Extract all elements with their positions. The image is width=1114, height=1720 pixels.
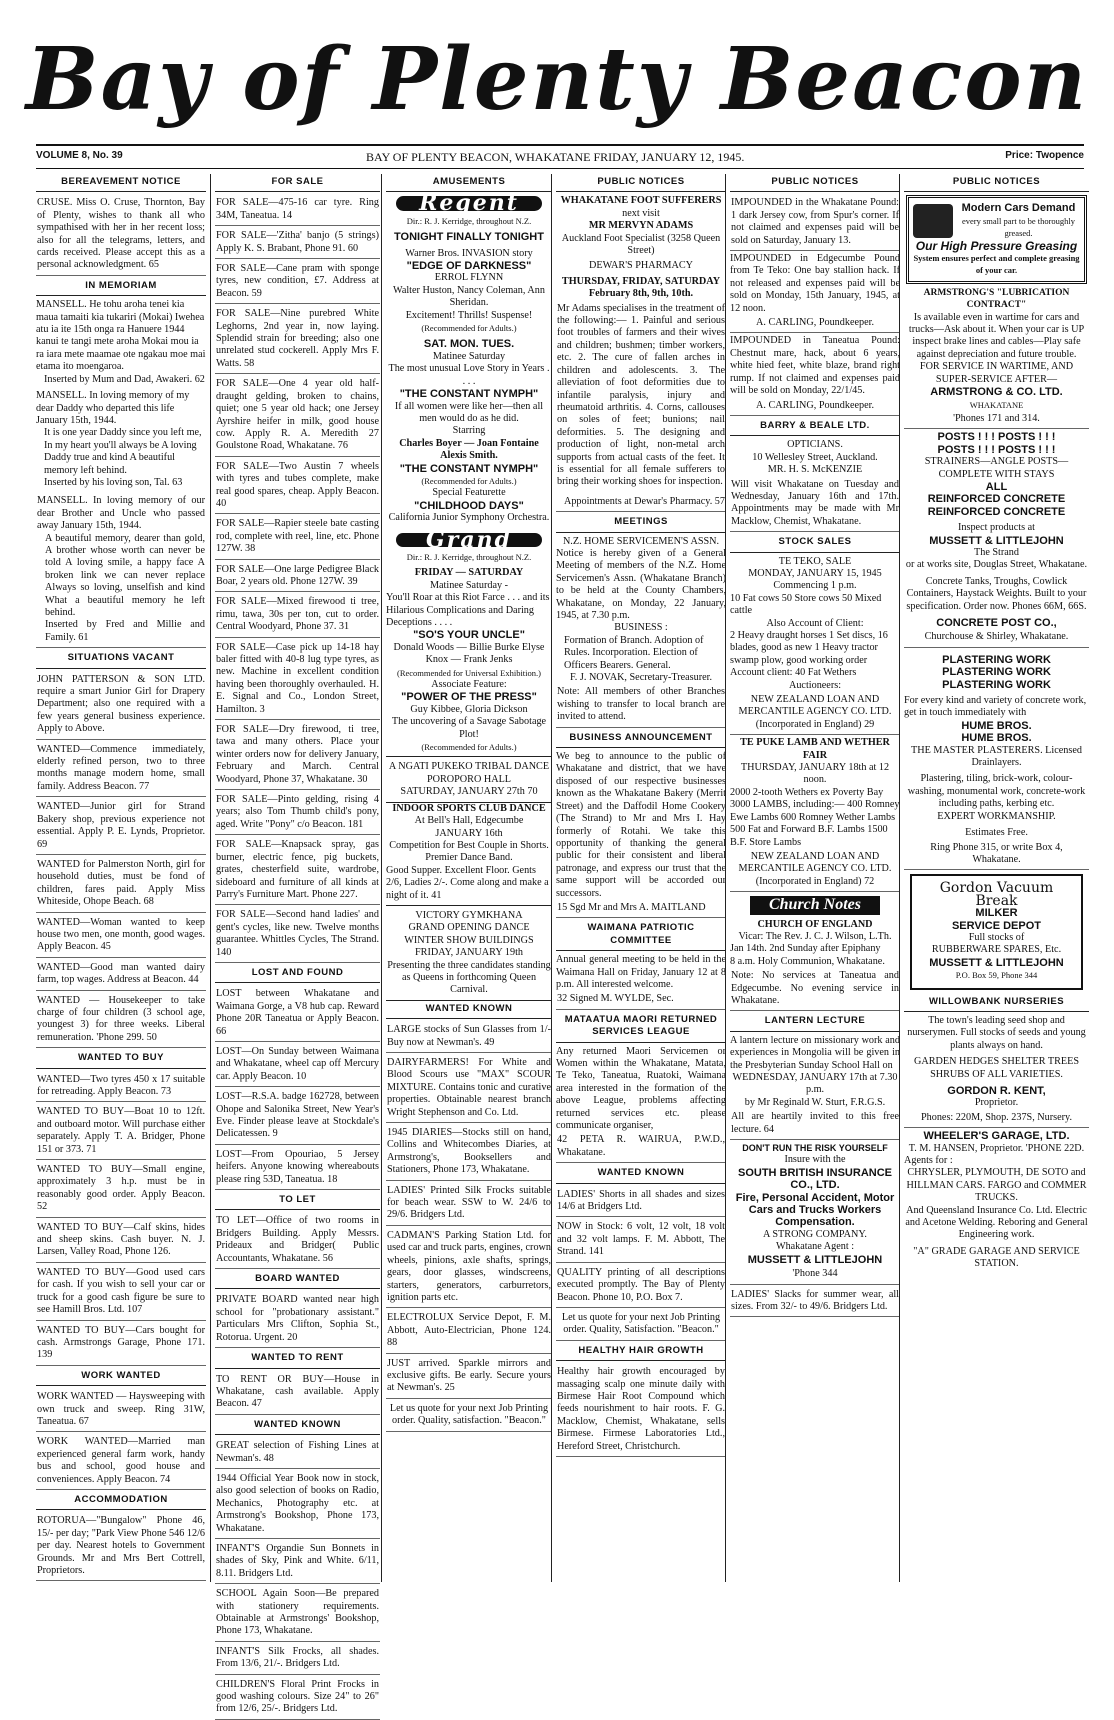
- classified-ad: FOR SALE—Rapier steele bate casting rod, complete with reel, line, etc. Phone 127W. 38: [215, 516, 380, 559]
- classified-ad: WORK WANTED — Haysweeping with own truck and sweep. Ring 31W, Taneatua. 67: [36, 1389, 206, 1432]
- ad-text: GARDEN HEDGES SHELTER TREES SHRUBS OF ALL VARIETIES.: [914, 1056, 1079, 1080]
- notice-signature: F. J. NOVAK, Secretary-Treasurer.: [569, 672, 713, 684]
- classified-ad: JUST arrived. Sparkle mirrors and exclusive gifts. Be early. Secure yours at Newman's. 25: [386, 1356, 552, 1399]
- section-heading: WANTED TO BUY: [36, 1050, 206, 1068]
- sale-title: TE TEKO, SALE: [778, 555, 852, 567]
- film-rating: (Recommended for Adults.): [421, 475, 517, 486]
- notice-text: MR. H. S. McKENZIE: [767, 464, 863, 476]
- memoriam-signature: Inserted by Mum and Dad, Awakeri. 62: [44, 373, 205, 385]
- film-title: "THE CONSTANT NYMPH": [399, 462, 539, 475]
- classified-ad: WANTED—Commence immediately, elderly refined person, two to three months manage modern home, small family. Address Beacon. 77: [36, 742, 206, 798]
- event-title: A NGATI PUKEKO TRIBAL DANCE: [388, 761, 550, 773]
- volume-number: VOLUME 8, No. 39: [36, 150, 123, 161]
- sale-list: 2000 2-tooth Wethers ex Poverty Bay 3000 LAMBS, including:— 400 Romney Ewe Lambs 600 Romney Wether Lambs 500 Fat and Forward B.F. Lambs 1500 B.F. Store Lambs: [730, 786, 900, 848]
- section-heading: BUSINESS ANNOUNCEMENT: [556, 730, 726, 748]
- publication-date: BAY OF PLENTY BEACON, WHAKATANE FRIDAY, JANUARY 12, 1945.: [366, 150, 745, 164]
- ad-text: T. M. HANSEN, Proprietor. 'PHONE 22D.: [908, 1142, 1085, 1154]
- ad-text: Full stocks of: [968, 931, 1025, 943]
- ad-heading: ALL: [985, 480, 1008, 493]
- event-text: Presenting the three candidates standing as Queens in forthcoming Queen Carnival.: [386, 960, 552, 1001]
- notice-signature: 32 Signed M. WYLDE, Sec.: [556, 991, 726, 1009]
- ad-text: Churchouse & Shirley, Whakatane.: [904, 629, 1089, 647]
- section-heading: WAIMANA PATRIOTIC COMMITTEE: [556, 920, 726, 951]
- memoriam-signature: Inserted by his loving son, Tal. 63: [44, 476, 183, 488]
- ad-heading: MILKER: [975, 907, 1018, 920]
- ad-phone: 'Phones 171 and 314.: [904, 411, 1089, 429]
- pound-notice: IMPOUNDED in Taneatua Pound: Chestnut mare, hack, about 6 years, white hied feet, white blaze, brand right rump. If not claimed and expenses paid will be sold on Monday, 22/1/45.: [730, 335, 900, 397]
- ad-company: ARMSTRONG & CO. LTD.: [930, 386, 1063, 399]
- section-heading: WANTED KNOWN: [386, 1001, 552, 1019]
- classified-ad: WANTED—Good man wanted dairy farm, top wages. Address at Beacon. 44: [36, 960, 206, 991]
- ad-heading: Break: [975, 892, 1018, 909]
- church-notes-banner: Church Notes: [750, 896, 880, 914]
- memoriam-text: MANSELL. In loving memory of my dear Daddy who departed this life January 15th, 1944.: [36, 390, 190, 426]
- masthead: [0, 20, 1114, 140]
- memoriam-poem: A beautiful memory, dearer than gold, A brother whose worth can never be told A loving smile, a happy face A broken link we can never replace Always so loving, unselfish and kind What a beautiful memory he left behind.: [45, 532, 205, 618]
- film-rating: (Recommended for Adults.): [421, 323, 517, 334]
- notice-text: Formation of Branch. Adoption of Rules. Incorporation. Election of Officers Bearers. General.: [564, 634, 704, 671]
- ad-text: FOR SERVICE IN WARTIME, AND SUPER-SERVICE AFTER—: [919, 361, 1074, 385]
- notice-date: THURSDAY, FRIDAY, SATURDAY February 8th, 9th, 10th.: [561, 275, 721, 300]
- classified-ad: FOR SALE—Knapsack spray, gas burner, electric fence, pig buckets, grates, chesterfield suite, wardrobe, sideboard and furniture of all kinds at Parry's Furniture Mart. Phone 227.: [215, 837, 380, 905]
- church-service: 8 a.m. Holy Communion, Whakatane.: [730, 955, 885, 967]
- notice-signature: A. CARLING, Poundkeeper.: [730, 315, 900, 333]
- notice-text: We beg to announce to the public of Whakatane and district, that we have disposed of our respective businesses known as the Whakatane Bakery (Merrit Street) and the Daffodil Home Cookery (The Strand) to Mr and Mrs I. Hay formerly of Rotahi. We take this opportunity of thanking the general public for their consistent and liberal patronage, and express our trust that the same support will be accorded our successors.: [556, 751, 726, 899]
- film-rating: (Recommended for Universal Exhibition.): [397, 667, 541, 678]
- memoriam-text: MANSELL. He tohu aroha tenei kia maua tamaiti kia tukariri (Mokai) Iwehea atu ia ite 15th onga ra Hanuere 1944 kanui te tangi mete aroha Mokai mou ia ra iara mete maamae ote ngakau moe mai etama ito moengaroa.: [36, 299, 206, 373]
- classified-ad: QUALITY printing of all descriptions executed promptly. The Bay of Plenty Beacon. Phone 10, P.O. Box 7.: [556, 1265, 726, 1308]
- ad-heading: Modern Cars Demand: [961, 202, 1076, 215]
- ad-phone: Ring Phone 315, or write Box 4, Whakatane.: [904, 840, 1089, 871]
- film-tagline: The uncovering of a Savage Sabotage Plot!: [391, 716, 547, 740]
- classified-ad: WANTED TO BUY—Boat 10 to 12ft. and outboard motor. Will purchase either separately. Apply T. A. Bridger, Phone 151 or 373. 71: [36, 1104, 206, 1160]
- section-heading: WANTED TO RENT: [215, 1350, 380, 1368]
- ad-heading: PLASTERING WORK: [942, 678, 1051, 691]
- program-text: Starring: [452, 425, 486, 437]
- film-title: "POWER OF THE PRESS": [401, 691, 537, 704]
- notice-text: DEWAR'S PHARMACY: [588, 260, 693, 272]
- program-heading: TONIGHT FINALLY TONIGHT: [394, 231, 544, 244]
- ad-text: A STRONG COMPANY.: [763, 1228, 867, 1240]
- classified-ad: FOR SALE—Second hand ladies' and gent's cycles, like new. Twelve months guarantee. Whittles Cycles, The Strand. 140: [215, 907, 380, 963]
- notice-text: Any returned Maori Servicemen or Women within the Whakatane, Matata, Te Teko, Taneatua, Ruatoki, Waimana area interested in the formation of the above League, problems affecting returned services etc. please communicate organiser,: [556, 1045, 726, 1132]
- notice-text: Note: All members of other Branches wishing to transfer to local branch are invited to attend.: [556, 684, 726, 727]
- film-tagline: Excitement! Thrills! Suspense!: [405, 309, 533, 321]
- sale-text: Also Account of Client:: [766, 617, 864, 629]
- masthead-rule: [36, 144, 1084, 146]
- classified-ad: FOR SALE—One large Pedigree Black Boar, 2 years old. Phone 127W. 39: [215, 562, 380, 593]
- classified-ad: FOR SALE—Two Austin 7 wheels with tyres and tubes complete, make real good spares, cheap. Apply Beacon. 40: [215, 459, 380, 515]
- film-star: ERROL FLYNN: [434, 272, 504, 284]
- section-heading: WORK WANTED: [36, 1368, 206, 1386]
- section-heading: IN MEMORIAM: [36, 278, 206, 296]
- classified-ad: TO LET—Office of two rooms in Bridgers Building. Apply Messrs. Prideaux and Bridger( Public Accountants, Whakatane. 56: [215, 1213, 380, 1269]
- section-heading: TO LET: [215, 1192, 380, 1210]
- gordon-vacuum-ad: [910, 874, 1083, 989]
- sale-list: 2 Heavy draught horses 1 Set discs, 16 blades, good as new 1 Heavy tractor swamp plow, good working order: [730, 630, 888, 666]
- ad-text: EXPERT WORKMANSHIP.: [937, 810, 1056, 822]
- classified-ad: INFANT'S Silk Frocks, all shades. From 13/6, 21/-. Bridgers Ltd.: [215, 1644, 380, 1675]
- sale-text: Account client: 40 Fat Wethers: [730, 667, 857, 679]
- column-6: [899, 174, 1089, 1582]
- ad-text: Whakatane Agent :: [775, 1241, 855, 1253]
- film-cast: Donald Woods — Billie Burke Elyse Knox — Frank Jenks: [393, 641, 545, 666]
- ad-text: Fire, Personal Accident, Motor Cars and Trucks Workers Compensation.: [735, 1191, 895, 1229]
- classified-ad: WANTED—Woman wanted to keep house two men, one month, good wages. Apply Beacon. 45: [36, 915, 206, 958]
- column-3: [381, 174, 552, 1582]
- ad-company: MUSSETT & LITTLEJOHN: [929, 956, 1064, 969]
- notice-text: Notice is hereby given of a General Meeting of members of the N.Z. Home Servicemen's Assn. (Whakatane Branch) to be held at the County Chambers, Whakatane, on Monday, 22 January, 1945, at 7.30 p.m.: [556, 547, 726, 621]
- classified-ad: CADMAN'S Parking Station Ltd. for used car and truck parts, engines, crown wheels, pinions, axle shafts, springs, gears, door glasses, windscreens, starters, generators, carburretors, ignition parts etc.: [386, 1228, 552, 1308]
- section-heading: BOARD WANTED: [215, 1271, 380, 1289]
- section-heading: LOST AND FOUND: [215, 965, 380, 983]
- event-text: Premier Dance Band.: [425, 852, 513, 864]
- notice-title: WHAKATANE FOOT SUFFERERS: [560, 195, 722, 207]
- notice-title: N.Z. HOME SERVICEMEN'S ASSN.: [562, 535, 720, 547]
- ad-text: THE MASTER PLASTERERS. Licensed Drainlayers.: [911, 744, 1082, 769]
- greasing-ad-heading: [957, 202, 1080, 239]
- ad-text: Proprietor.: [974, 1097, 1019, 1109]
- ad-company: CONCRETE POST CO.,: [936, 617, 1057, 629]
- church-service: Jan 14th. 2nd Sunday after Epiphany: [730, 943, 881, 955]
- ad-heading: DON'T RUN THE RISK YOURSELF: [742, 1143, 888, 1154]
- dateline-rule: [36, 168, 1084, 169]
- section-heading: FOR SALE: [215, 174, 380, 192]
- event-venue: WINTER SHOW BUILDINGS: [404, 934, 534, 946]
- notice-text: A lantern lecture on missionary work and experiences in Mongolia will be given in the Presbyterian Sunday School Hall on: [730, 1034, 900, 1071]
- classified-ad: FOR SALE—Nine purebred White Leghorns, 2nd year in, now laying. Splendid strain for breeding; also one unrelated stud cockerell. Apply Mrs F. Watts. 58: [215, 306, 380, 374]
- church-name: CHURCH OF ENGLAND: [757, 918, 873, 930]
- classified-ad: WORK WANTED—Married man experienced general farm work, handy bus and school, good house and conveniences. Apply Beacon. 74: [36, 1434, 206, 1490]
- section-heading: BEREAVEMENT NOTICE: [36, 174, 206, 192]
- classified-ad: LADIES' Shorts in all shades and sizes 14/6 at Bridgers Ltd.: [556, 1187, 726, 1218]
- classified-ad: WANTED—Junior girl for Strand Bakery shop, previous experience not essential. Apply P. E. Lynds, Proprietor. 69: [36, 799, 206, 855]
- film-title: "EDGE OF DARKNESS": [406, 260, 532, 273]
- classified-ad: ELECTROLUX Service Depot, F. M. Abbott, Auto-Electrician, Phone 124. 88: [386, 1310, 552, 1353]
- section-heading: WANTED KNOWN: [556, 1165, 726, 1183]
- pound-notice: IMPOUNDED in Edgecumbe Pound from Te Teko: One bay stallion hack. If not released and expenses paid will be sold on Monday, 15th January, 1945, at 12 noon.: [730, 253, 900, 314]
- notice-text: by Mr Reginald W. Sturt, F.R.G.S.: [744, 1096, 886, 1108]
- classified-ad: CHILDREN'S Floral Print Frocks in good washing colours. Size 24" to 26" from 12/6, 25/-. Bridgers Ltd.: [215, 1677, 380, 1720]
- section-heading: PUBLIC NOTICES: [904, 174, 1089, 192]
- classified-ad: INFANT'S Organdie Sun Bonnets in shades of Sky, Pink and White. 6/11, 8.11. Bridgers Ltd.: [215, 1541, 380, 1584]
- program-text: California Junior Symphony Orchestra.: [388, 512, 550, 524]
- ad-text: The Strand: [974, 546, 1019, 558]
- classified-ad: DAIRYFARMERS! For White and Blood Scours use "MAX" SCOUR MIXTURE. Contains tonic and curative properties. Obtainable nearest branch Wright Stephenson and Co. Ltd.: [386, 1055, 552, 1123]
- memoriam-signature: Inserted by Fred and Millie and Family. 61: [45, 619, 205, 643]
- ad-text: For every kind and variety of concrete work, get in touch immediately with: [904, 695, 1087, 719]
- film-rating: (Recommended for Adults.): [386, 741, 552, 757]
- section-heading: WILLOWBANK NURSERIES: [904, 994, 1089, 1012]
- greasing-ad-top: [913, 202, 1080, 239]
- regent-theatre-banner: Regent: [396, 196, 542, 210]
- theatre-director: Dir.: R. J. Kerridge, throughout N.Z.: [406, 215, 532, 226]
- film-title: "THE CONSTANT NYMPH": [399, 388, 539, 401]
- notice-text: 10 Wellesley Street, Auckland.: [752, 451, 878, 463]
- auctioneer-name: NEW ZEALAND LOAN AND MERCANTILE AGENCY CO. LTD. (Incorporated in England) 72: [730, 849, 900, 892]
- classified-ad: LARGE stocks of Sun Glasses from 1/- Buy now at Newman's. 49: [386, 1022, 552, 1053]
- memoriam-poem: It is one year Daddy since you left me, In my heart you'll always be A loving Daddy true and kind A beautiful memory left behind.: [44, 427, 202, 476]
- pound-notice: IMPOUNDED in the Whakatane Pound: 1 dark Jersey cow, from Spur's corner. If not claimed and expenses paid will be sold on Saturday, January 13.: [730, 195, 900, 251]
- ad-text: Concrete Tanks, Troughs, Cowlick Containers, Haystack Weights. Built to your specification. Order now. Phones 66M, 66S.: [906, 575, 1087, 612]
- classified-ad: WANTED TO BUY—Good used cars for cash. If you wish to sell your car or truck for a good cash figure be sure to see Hamill Bros. Ltd. 107: [36, 1265, 206, 1321]
- classified-ad: FOR SALE—475-16 car tyre. Ring 34M, Taneatua. 14: [215, 195, 380, 226]
- classified-ad: PRIVATE BOARD wanted near high school for "probationary assistant." Particulars Mrs Clifton, Sophia St., Rotorua. Urgent. 20: [215, 1292, 380, 1348]
- classified-ad: FOR SALE—'Zitha' banjo (5 strings) Apply K. S. Brabant, Phone 91. 60: [215, 228, 380, 259]
- classified-ad: GREAT selection of Fishing Lines at Newman's. 48: [215, 1438, 380, 1469]
- ad-company: HUME BROS.: [961, 719, 1032, 732]
- ad-company: MUSSETT & LITTLEJOHN: [929, 534, 1064, 547]
- notice-text: Appointments at Dewar's Pharmacy. 57: [556, 494, 726, 512]
- ad-heading: ARMSTRONG'S "LUBRICATION CONTRACT": [923, 287, 1070, 311]
- classified-ad: LADIES' Slacks for summer wear, all sizes. From 32/- to 49/6. Bridgers Ltd.: [730, 1287, 900, 1318]
- program-text: Special Featurette: [432, 487, 506, 499]
- event-date: FRIDAY, JANUARY 19th: [414, 947, 524, 959]
- classified-ad: Let us quote for your next Job Printing order. Quality, satisfaction. "Beacon.": [386, 1401, 552, 1432]
- ad-text: Insure with the: [784, 1154, 846, 1166]
- classified-ad: FOR SALE—Mixed firewood ti tree, rimu, tawa, 30s per ton, cut to order. Central Woodyard, Phone 37. 31: [215, 594, 380, 637]
- notice-text: BUSINESS :: [614, 622, 668, 634]
- classified-ad: FOR SALE—One 4 year old half-draught gelding, broken to chains, quiet; one 5 year old hack; one Jersey Ayrshire heifer in milk, good house cow. Apply R. A. Meredith 27 Goulstone Road, Whakatane. 76: [215, 376, 380, 456]
- event-venue: POROPORO HALL: [426, 773, 512, 785]
- classified-ad: 1945 DIARIES—Stocks still on hand, Collins and Whitecombes Diaries, at Armstrong's, Booksellers and Stationers, Phone 173, Whakatane.: [386, 1125, 552, 1181]
- memoriam-notice: [36, 390, 206, 489]
- program-text: Matinee Saturday -: [429, 579, 509, 591]
- program-text: The most unusual Love Story in Years . . . .: [388, 363, 550, 387]
- section-heading: MEETINGS: [556, 514, 726, 532]
- notice-date: WEDNESDAY, JANUARY 17th at 7.30 p.m.: [732, 1072, 898, 1096]
- ad-heading: PLASTERING WORK: [942, 666, 1051, 679]
- section-heading: BARRY & BEALE LTD.: [730, 418, 900, 436]
- section-heading: LANTERN LECTURE: [730, 1013, 900, 1031]
- auctioneer-name: NEW ZEALAND LOAN AND MERCANTILE AGENCY CO. LTD. (Incorporated in England) 29: [730, 692, 900, 735]
- film-title: "CHILDHOOD DAYS": [414, 499, 524, 512]
- event-title: INDOOR SPORTS CLUB DANCE: [392, 802, 546, 814]
- church-service: Note: No services at Taneatua and Edgecumbe. No evening service in Whakatane.: [730, 968, 900, 1011]
- ad-text: every small part to be thoroughly greased.: [961, 215, 1076, 239]
- film-tagline: If all women were like her—then all men would do as he did.: [394, 400, 544, 424]
- car-icon: [913, 204, 953, 238]
- greasing-ad: [906, 195, 1087, 283]
- ad-heading: POSTS ! ! ! POSTS ! ! !: [937, 443, 1056, 456]
- notice-text: All are heartily invited to this free lecture. 64: [730, 1109, 900, 1140]
- price: Price: Twopence: [1005, 150, 1084, 161]
- ad-heading: SERVICE DEPOT: [951, 919, 1042, 932]
- memoriam-notice: [36, 299, 206, 386]
- classified-ad: TO RENT OR BUY—House in Whakatane, cash available. Apply Beacon. 47: [215, 1372, 380, 1415]
- program-heading: SAT. MON. TUES.: [423, 338, 515, 351]
- ad-company: HUME BROS.: [961, 732, 1032, 745]
- ad-text: STRAINERS—ANGLE POSTS— COMPLETE WITH STAYS: [924, 456, 1069, 480]
- notice-signature: 15 Sgd Mr and Mrs A. MAITLAND: [556, 900, 726, 918]
- section-heading: AMUSEMENTS: [386, 174, 552, 192]
- classified-ad: Healthy hair growth encouraged by massaging scalp one minute daily with Birmese Hair Root Compound which feeds nourishment to hair roots. F. G. Macklow, Chemist, Whakatane, sells Birmese. Firmese Laboratories Ltd., Hereford Street, Christchurch.: [556, 1364, 726, 1457]
- classified-ad: FOR SALE—Dry firewood, ti tree, tawa and many others. Place your winter orders now for delivery January, February and March. Central Woodyard, Phone 37, Whakatane. 30: [215, 722, 380, 790]
- event-title: GRAND OPENING DANCE: [408, 922, 530, 934]
- classified-ad: ROTORUA—"Bungalow" Phone 46, 15/- per day; "Park View Phone 546 12/6 per day. Nearest hotels to Government Grounds. Mr and Mrs Bert Cottrell, Proprietors.: [36, 1513, 206, 1581]
- classified-ad: SCHOOL Again Soon—Be prepared with stationery requirements. Obtainable at Armstrongs' Bookshop, Phone 173, Whakatane.: [215, 1586, 380, 1642]
- ad-heading: PLASTERING WORK: [942, 653, 1051, 666]
- section-heading: MATAATUA MAORI RETURNED SERVICES LEAGUE: [556, 1012, 726, 1043]
- ad-company: MUSSETT & LITTLEJOHN: [747, 1253, 883, 1266]
- column-2: [210, 174, 380, 1715]
- section-heading: HEALTHY HAIR GROWTH: [556, 1343, 726, 1361]
- program-text: You'll Roar at this Riot Farce . . . and its Hilarious Complications and Daring Deceptions . . . .: [386, 592, 550, 628]
- classified-ad: FOR SALE—Cane pram with sponge tyres, new condition, £7. Address at Beacon. 59: [215, 261, 380, 304]
- classified-ad: LOST—R.S.A. badge 162728, between Ohope and Salonika Street, New Year's Eve. Finder please leave at Stockdale's Delicatessen. 9: [215, 1089, 380, 1145]
- classified-ad: WANTED TO BUY—Calf skins, hides and sheep skins. Cash buyer. N. J. Larsen, Valley Road, Phone 126.: [36, 1220, 206, 1263]
- grand-theatre-banner: Grand: [396, 533, 542, 547]
- ad-heading: POSTS ! ! ! POSTS ! ! !: [937, 431, 1056, 444]
- section-heading: SITUATIONS VACANT: [36, 650, 206, 668]
- ad-text: Agents for :: [904, 1155, 953, 1167]
- ad-text: CHRYSLER, PLYMOUTH, DE SOTO and HILLMAN CARS. FARGO and COMMER TRUCKS.: [906, 1167, 1087, 1204]
- event-text: Good Supper. Excellent Floor. Gents 2/6, Ladies 2/-. Come along and make a night of it. 41: [386, 865, 552, 906]
- ad-phone: P.O. Box 59, Phone 344: [955, 970, 1038, 981]
- classified-ad: LADIES' Printed Silk Frocks suitable for beach wear. SSW to W. 24/6 to 29/6. Bridgers Ltd.: [386, 1183, 552, 1226]
- ad-phone: 'Phone 344: [730, 1266, 900, 1284]
- section-heading: ACCOMMODATION: [36, 1492, 206, 1510]
- ad-heading: REINFORCED CONCRETE: [927, 493, 1066, 506]
- section-heading: STOCK SALES: [730, 534, 900, 552]
- church-vicar: Vicar: The Rev. J. C. J. Wilson, L.Th.: [738, 930, 892, 942]
- film-cast: Walter Huston, Nancy Coleman, Ann Sheridan.: [393, 284, 545, 309]
- notice-text: MR MERVYN ADAMS: [588, 220, 694, 232]
- theatre-director: Dir.: R. J. Kerridge, throughout N.Z.: [406, 551, 532, 562]
- sale-date: THURSDAY, JANUARY 18th at 12 noon.: [740, 762, 890, 786]
- ad-company: SOUTH BRITISH INSURANCE CO., LTD.: [737, 1166, 892, 1192]
- film-title: "SO'S YOUR UNCLE": [413, 629, 525, 642]
- notice-text: Auckland Foot Specialist (3258 Queen Street): [561, 232, 721, 257]
- notice-text: Will visit Whakatane on Tuesday and Wednesday, January 16th and 17th. Appointments may be made with Mr Macklow, Chemist, Whakatane.: [730, 477, 900, 533]
- event-venue: At Bell's Hall, Edgecumbe: [414, 815, 524, 827]
- classified-ad: WANTED for Palmerston North, girl for household duties, must be fond of children, fares paid. Apply Miss Whiteside, Ohope Beach. 68: [36, 857, 206, 913]
- ad-company: WHEELER'S GARAGE, LTD.: [923, 1130, 1070, 1143]
- ad-heading: Gordon Vacuum: [939, 880, 1054, 897]
- notice-text: next visit: [622, 207, 660, 219]
- ad-text: Estimates Free.: [965, 827, 1028, 839]
- ad-text: Inspect products at: [958, 522, 1035, 534]
- section-heading: WANTED KNOWN: [215, 1417, 380, 1435]
- classified-ad: WANTED—Two tyres 450 x 17 suitable for retreading. Apply Beacon. 73: [36, 1072, 206, 1103]
- sale-text: Auctioneers:: [788, 679, 842, 691]
- notice-text: Annual general meeting to be held in the Waimana Hall on Friday, January 12 at 8 p.m. All interested welcome.: [556, 954, 726, 990]
- dateline: [36, 150, 1084, 166]
- classified-ad: FOR SALE—Pinto gelding, rising 4 years; also Tom Thumb child's pony, aged. Write "Pony" c/o Beacon. 181: [215, 792, 380, 835]
- ad-text: And Queensland Insurance Co. Ltd. Electric and Acetone Welding. Reboring and General Engineering work.: [905, 1204, 1088, 1241]
- classified-ad: WANTED TO BUY—Cars bought for cash. Armstrongs Garage, Phone 171. 139: [36, 1323, 206, 1366]
- classified-ad: LOST—On Sunday between Waimana and Whakatane, wheel cap off Mercury car. Apply Beacon. 10: [215, 1044, 380, 1087]
- ad-text: WHAKATANE: [969, 399, 1024, 410]
- program-text: Matinee Saturday: [432, 350, 506, 362]
- classified-ad: LOST—From Opouriao, 5 Jersey heifers. Anyone knowing whereabouts please ring 53D, Taneatua. 18: [215, 1147, 380, 1190]
- classified-ad: Let us quote for your next Job Printing order. Quality, Satisfaction. "Beacon.": [556, 1310, 726, 1341]
- notice-signature: A. CARLING, Poundkeeper.: [730, 398, 900, 416]
- ad-company: GORDON R. KENT,: [947, 1085, 1046, 1097]
- section-heading: PUBLIC NOTICES: [730, 174, 900, 192]
- classified-ad: JOHN PATTERSON & SON LTD. require a smart Junior Girl for Drapery Department; also one required with a few years general business experience. Apply to Above.: [36, 672, 206, 740]
- event-text: Competition for Best Couple in Shorts.: [389, 839, 549, 851]
- event-title: VICTORY GYMKHANA: [415, 909, 523, 921]
- program-heading: FRIDAY — SATURDAY: [414, 567, 524, 579]
- sale-list: 10 Fat cows 50 Store cows 50 Mixed cattle: [730, 592, 882, 617]
- notice-text: Mr Adams specialises in the treatment of the following:— 1. Painful and serious foot troubles of farmers and their wives and children; bushmen; timber workers, etc. 2. The cure of fallen arches in children and adolescents. 3. The alleviation of foot deformities due to infantile paralysis, injury and rheumatoid arthritis. 4. Corns, callouses on soles of feet; bunions; nail deformities. 5. The designing and production of light, non-metal arch supports from actual casts of the feet. It is essential for all female sufferers to bring their working shoes for inspection.: [557, 302, 725, 488]
- classified-ad: NOW in Stock: 6 volt, 12 volt, 18 volt and 32 volt lamps. F. M. Abbott, The Strand. 141: [556, 1219, 726, 1262]
- classified-ad: WANTED TO BUY—Small engine, approximately 3 h.p. must be in reasonably good order. Apply Beacon. 52: [36, 1162, 206, 1218]
- program-text: Associate Feature:: [431, 679, 507, 691]
- ad-text: "A" GRADE GARAGE AND SERVICE STATION.: [913, 1245, 1080, 1270]
- ad-text: System ensures perfect and complete greasing of your car.: [913, 253, 1080, 276]
- memoriam-notice: [36, 493, 206, 648]
- classified-ad: LOST between Whakatane and Waimana Gorge, a V8 hub cap. Reward Phone 20R Taneatua or Apply Beacon. 66: [215, 986, 380, 1042]
- notice: CRUSE. Miss O. Cruse, Thornton, Bay of Plenty, wishes to thank all who sympathised with her in her recent loss; also for all the telegrams, letters, and cards received. Please accept this as a personal acknowledgment. 65: [36, 195, 206, 275]
- memoriam-text: MANSELL. In loving memory of our dear Brother and Uncle who passed away January 15th, 1944.: [37, 495, 205, 532]
- sale-title: TE PUKE LAMB AND WETHER FAIR: [740, 737, 890, 761]
- column-1: [36, 174, 206, 1582]
- classified-ad: 1944 Official Year Book now in stock, also good selection of books on Radio, Mechanics, Photography etc. at Armstrong's Bookshop, Phone 173, Whakatane.: [215, 1471, 380, 1539]
- column-5: [725, 174, 900, 1582]
- ad-text: Plastering, tiling, brick-work, colour-washing, monumental work, concrete-work including paths, kerbing etc.: [907, 773, 1086, 810]
- column-4: [551, 174, 726, 1582]
- film-cast: Charles Boyer — Joan Fontaine Alexis Smith.: [399, 437, 539, 462]
- event-date: JANUARY 16th: [435, 827, 503, 839]
- sale-date: MONDAY, JANUARY 15, 1945 Commencing 1 p.m.: [748, 567, 882, 592]
- notice-text: OPTICIANS.: [787, 439, 843, 451]
- film-cast: Guy Kibbee, Gloria Dickson: [410, 703, 528, 715]
- ad-phone: Phones: 220M, Shop. 237S, Nursery.: [904, 1110, 1089, 1128]
- ad-heading: Our High Pressure Greasing: [915, 238, 1078, 253]
- program-text: Warner Bros. INVASION story: [405, 247, 533, 259]
- event-date: SATURDAY, JANUARY 27th 70: [386, 786, 552, 802]
- classified-ad: WANTED — Housekeeper to take charge of four children (3 school age, youngest 3) for three weeks. Liberal remuneration. 'Phone 299. 50: [36, 993, 206, 1049]
- ad-text: The town's leading seed shop and nurserymen. Full stocks of seeds and young plants always on hand.: [907, 1014, 1086, 1051]
- ad-heading: REINFORCED CONCRETE: [927, 505, 1066, 518]
- ad-text: or at works site, Douglas Street, Whakatane.: [905, 559, 1088, 571]
- section-heading: PUBLIC NOTICES: [556, 174, 726, 192]
- classified-ad: FOR SALE—Case pick up 14-18 hay baler fitted with 40-8 lug type tyres, as new. Machine in excellent condition having been thoroughly overhauled. H. E. Signal and Co., London Street, Hamilton. 3: [215, 640, 380, 720]
- newspaper-title: Bay of Plenty Beacon: [25, 29, 1089, 130]
- ad-text: Is available even in wartime for cars and trucks—Ask about it. When your car is UP inspect brake lines and cables—Play safe against depreciation and future trouble.: [908, 311, 1085, 360]
- ad-text: RUBBERWARE SPARES, Etc.: [931, 944, 1062, 956]
- notice-signature: 42 PETA R. WAIRUA, P.W.D., Whakatane.: [556, 1132, 726, 1163]
